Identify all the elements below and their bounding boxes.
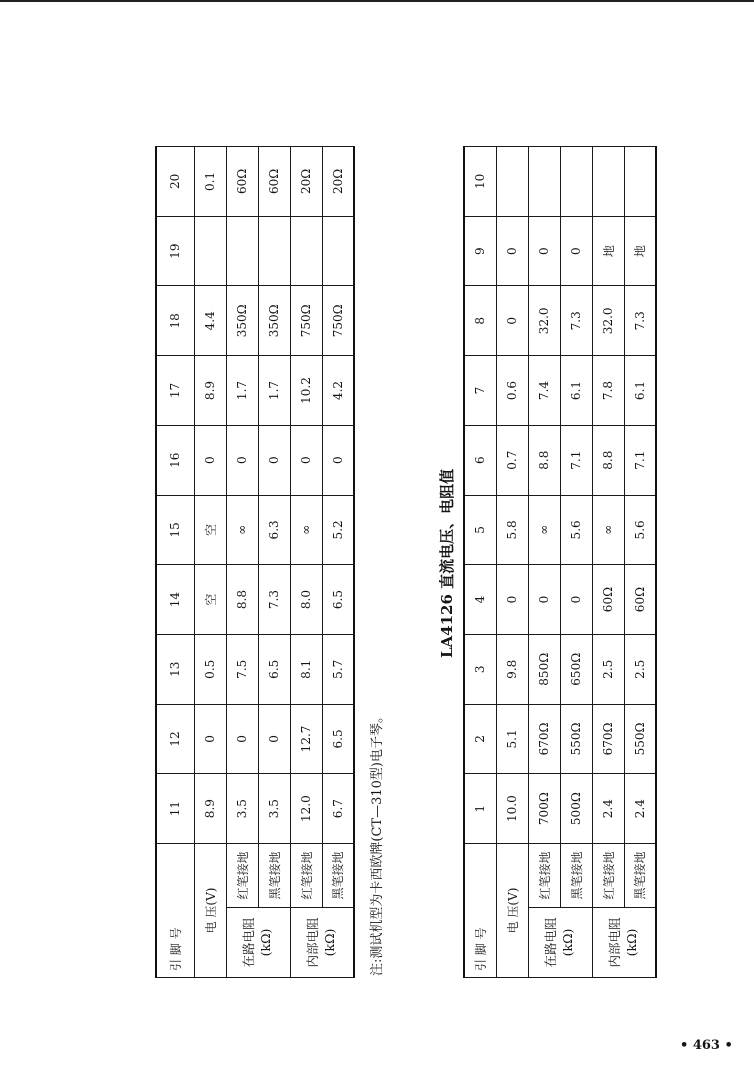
- table-row: [528, 147, 560, 978]
- internal-resistance-unit: (kΩ): [623, 928, 639, 957]
- data-cell: 550Ω: [624, 704, 656, 774]
- data-cell: 6.5: [322, 704, 354, 774]
- voltage-header: 电 压(V): [496, 843, 528, 977]
- data-cell: 6.5: [322, 565, 354, 635]
- voltage-cell: 空: [194, 495, 226, 565]
- pin-cell: 6: [464, 425, 496, 495]
- table-row: [496, 147, 528, 978]
- data-cell: 8.8: [528, 425, 560, 495]
- data-cell: 6.7: [322, 774, 354, 844]
- data-cell: 7.3: [258, 565, 290, 635]
- pin-cell: 12: [156, 704, 194, 774]
- data-cell: 3.5: [226, 774, 258, 844]
- table-upper: [155, 146, 355, 978]
- data-cell: 500Ω: [560, 774, 592, 844]
- internal-resistance-header: [290, 908, 354, 978]
- data-cell: 6.5: [258, 634, 290, 704]
- pin-cell: 10: [464, 147, 496, 217]
- table-row: [258, 147, 290, 978]
- pin-cell: 3: [464, 634, 496, 704]
- pin-cell: 19: [156, 216, 194, 286]
- data-cell: 2.5: [624, 634, 656, 704]
- pin-cell: 11: [156, 774, 194, 844]
- voltage-cell: 5.1: [496, 704, 528, 774]
- red-probe-label: 红笔接地: [290, 843, 322, 907]
- voltage-cell: 9.8: [496, 634, 528, 704]
- black-probe-label: 黑笔接地: [624, 843, 656, 907]
- table-row: [156, 147, 194, 978]
- data-cell: 60Ω: [592, 565, 624, 635]
- voltage-cell: 0.1: [194, 147, 226, 217]
- data-cell: 350Ω: [226, 286, 258, 356]
- pin-cell: 2: [464, 704, 496, 774]
- internal-resistance-unit: (kΩ): [321, 928, 337, 957]
- data-cell: 6.1: [624, 356, 656, 426]
- voltage-cell: 10.0: [496, 774, 528, 844]
- data-cell: 5.2: [322, 495, 354, 565]
- data-cell: 850Ω: [528, 634, 560, 704]
- data-cell: 0: [528, 565, 560, 635]
- data-cell: 750Ω: [290, 286, 322, 356]
- data-cell: 650Ω: [560, 634, 592, 704]
- data-cell: 8.0: [290, 565, 322, 635]
- online-resistance-header: [226, 908, 290, 978]
- voltage-cell: 0: [194, 425, 226, 495]
- pin-header: 引 脚 号: [156, 843, 194, 977]
- black-probe-label: 黑笔接地: [322, 843, 354, 907]
- pin-header: 引 脚 号: [464, 843, 496, 977]
- data-cell: 0: [290, 425, 322, 495]
- data-cell: [258, 216, 290, 286]
- pin-cell: 9: [464, 216, 496, 286]
- data-cell: 32.0: [528, 286, 560, 356]
- table-row: [226, 147, 258, 978]
- data-cell: 2.5: [592, 634, 624, 704]
- voltage-cell: 0: [194, 704, 226, 774]
- data-cell: 32.0: [592, 286, 624, 356]
- data-cell: 地: [592, 216, 624, 286]
- internal-resistance-label: 内部电阻: [304, 917, 320, 968]
- online-resistance-unit: (kΩ): [258, 928, 273, 957]
- data-cell: 7.5: [226, 634, 258, 704]
- pin-cell: 20: [156, 147, 194, 217]
- data-cell: ∞: [290, 495, 322, 565]
- red-probe-label: 红笔接地: [226, 843, 258, 907]
- data-cell: 7.3: [624, 286, 656, 356]
- table-row: [194, 147, 226, 978]
- voltage-cell: 4.4: [194, 286, 226, 356]
- pin-cell: 17: [156, 356, 194, 426]
- table-row: [290, 147, 322, 978]
- data-cell: [322, 216, 354, 286]
- data-cell: 12.7: [290, 704, 322, 774]
- voltage-cell: 5.8: [496, 495, 528, 565]
- data-cell: 7.1: [624, 425, 656, 495]
- pin-cell: 15: [156, 495, 194, 565]
- voltage-header: 电 压(V): [194, 843, 226, 977]
- data-cell: 670Ω: [592, 704, 624, 774]
- red-probe-label: 红笔接地: [528, 843, 560, 907]
- data-cell: [290, 216, 322, 286]
- table-lower: [463, 146, 657, 978]
- pin-cell: 4: [464, 565, 496, 635]
- data-cell: 8.8: [226, 565, 258, 635]
- data-cell: 5.6: [624, 495, 656, 565]
- data-cell: 7.8: [592, 356, 624, 426]
- voltage-cell: [496, 147, 528, 217]
- data-cell: 5.6: [560, 495, 592, 565]
- data-cell: 7.3: [560, 286, 592, 356]
- data-cell: 0: [560, 216, 592, 286]
- data-cell: 3.5: [258, 774, 290, 844]
- voltage-cell: 0.5: [194, 634, 226, 704]
- data-cell: 2.4: [592, 774, 624, 844]
- data-cell: 60Ω: [226, 147, 258, 217]
- voltage-cell: 空: [194, 565, 226, 635]
- table-title: LA4126 直流电压、电阻值: [438, 468, 456, 658]
- data-cell: 6.3: [258, 495, 290, 565]
- online-resistance-label: 在路电阻: [241, 917, 257, 968]
- data-cell: 8.8: [592, 425, 624, 495]
- data-cell: 8.1: [290, 634, 322, 704]
- data-cell: 1.7: [226, 356, 258, 426]
- table-row: [624, 147, 656, 978]
- data-cell: ∞: [528, 495, 560, 565]
- data-cell: 10.2: [290, 356, 322, 426]
- data-cell: [560, 147, 592, 217]
- data-cell: 2.4: [624, 774, 656, 844]
- data-cell: 12.0: [290, 774, 322, 844]
- internal-resistance-label: 内部电阻: [606, 917, 622, 968]
- data-cell: ∞: [592, 495, 624, 565]
- data-cell: 4.2: [322, 356, 354, 426]
- data-cell: 60Ω: [624, 565, 656, 635]
- voltage-cell: 8.9: [194, 774, 226, 844]
- test-note: 注:测试机型为卡西欧牌(CT—310型)电子琴。: [370, 710, 385, 976]
- voltage-cell: 8.9: [194, 356, 226, 426]
- data-cell: 750Ω: [322, 286, 354, 356]
- table-row: [322, 147, 354, 978]
- data-cell: 0: [322, 425, 354, 495]
- internal-resistance-header: [592, 908, 656, 978]
- data-cell: [528, 147, 560, 217]
- red-probe-label: 红笔接地: [592, 843, 624, 907]
- voltage-cell: 0: [496, 216, 528, 286]
- data-cell: 670Ω: [528, 704, 560, 774]
- data-cell: 350Ω: [258, 286, 290, 356]
- data-cell: 0: [560, 565, 592, 635]
- data-cell: 5.7: [322, 634, 354, 704]
- data-cell: 20Ω: [290, 147, 322, 217]
- online-resistance-unit: (kΩ): [560, 928, 575, 957]
- voltage-cell: [194, 216, 226, 286]
- data-cell: 7.1: [560, 425, 592, 495]
- data-cell: 0: [258, 704, 290, 774]
- online-resistance-label: 在路电阻: [543, 917, 559, 968]
- data-cell: 地: [624, 216, 656, 286]
- data-cell: ∞: [226, 495, 258, 565]
- page-number: • 463 •: [680, 1038, 733, 1053]
- table-row: [592, 147, 624, 978]
- voltage-cell: 0: [496, 286, 528, 356]
- data-cell: 0: [258, 425, 290, 495]
- online-resistance-header: [528, 908, 592, 978]
- data-cell: 60Ω: [258, 147, 290, 217]
- data-cell: 550Ω: [560, 704, 592, 774]
- pin-cell: 18: [156, 286, 194, 356]
- black-probe-label: 黑笔接地: [258, 843, 290, 907]
- pin-cell: 16: [156, 425, 194, 495]
- data-cell: 0: [226, 704, 258, 774]
- data-cell: 6.1: [560, 356, 592, 426]
- pin-cell: 8: [464, 286, 496, 356]
- voltage-cell: 0: [496, 565, 528, 635]
- pin-cell: 13: [156, 634, 194, 704]
- data-cell: 1.7: [258, 356, 290, 426]
- data-cell: [624, 147, 656, 217]
- pin-cell: 1: [464, 774, 496, 844]
- voltage-cell: 0.7: [496, 425, 528, 495]
- pin-cell: 14: [156, 565, 194, 635]
- data-cell: 0: [226, 425, 258, 495]
- data-cell: 20Ω: [322, 147, 354, 217]
- data-cell: 0: [528, 216, 560, 286]
- data-cell: [226, 216, 258, 286]
- table-row: [560, 147, 592, 978]
- black-probe-label: 黑笔接地: [560, 843, 592, 907]
- pin-cell: 7: [464, 356, 496, 426]
- data-cell: [592, 147, 624, 217]
- pin-cell: 5: [464, 495, 496, 565]
- voltage-cell: 0.6: [496, 356, 528, 426]
- data-cell: 700Ω: [528, 774, 560, 844]
- data-cell: 7.4: [528, 356, 560, 426]
- table-row: [464, 147, 496, 978]
